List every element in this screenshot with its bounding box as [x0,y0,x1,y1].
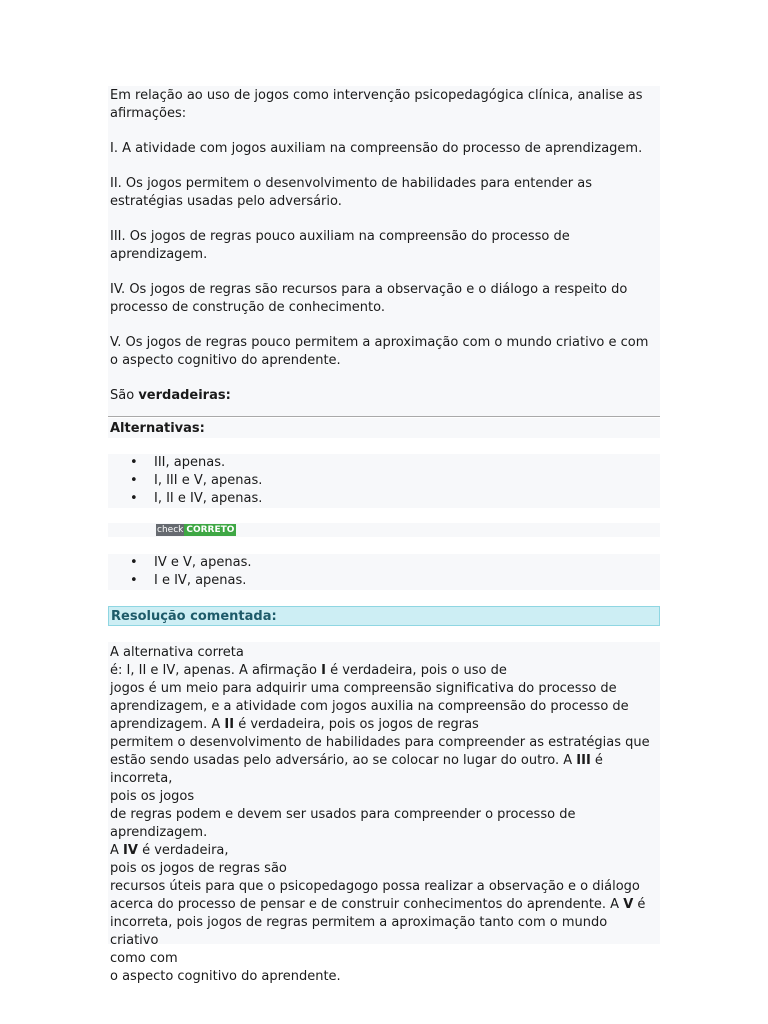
resolution-line [110,680,658,698]
resolution-text-segment: o aspecto cognitivo do aprendente. [110,969,341,984]
resolution-line [110,968,658,986]
resolution-text-segment: de regras podem e devem ser usados para compreender o processo de aprendizagem. [110,807,576,840]
statement-3: III. Os jogos de regras pouco auxiliam na compreensão do processo de aprendizagem. [110,229,570,262]
alternative-item[interactable]: • III, apenas. [108,454,660,472]
resolution-line [110,860,658,878]
correct-badge [156,524,236,536]
alternative-item[interactable]: • I, III e V, apenas. [108,472,660,490]
resolution-text-segment: é verdadeira, [137,843,229,858]
resolution-text-segment: aprendizagem. A [110,717,225,732]
question-block [108,86,660,416]
alternatives-heading: Alternativas: [108,418,660,438]
resolution-text-segment: é verdadeira, pois os jogos de regras [234,717,479,732]
resolution-text-segment: é [633,897,646,912]
resolution-text-segment: é: I, II e IV, apenas. A afirmação [110,663,322,678]
resolution-text-segment: jogos é um meio para adquirir uma compreensão significativa do processo de [110,681,617,696]
alternatives-list-2 [108,554,660,590]
resolution-text-segment: A alternativa correta [110,645,244,660]
resolution-line [110,896,658,914]
resolution-text-segment: pois os jogos [110,789,195,804]
statement-1: I. A atividade com jogos auxiliam na compreensão do processo de aprendizagem. [110,141,643,156]
question-intro: Em relação ao uso de jogos como intervenção psicopedagógica clínica, analise as afirmações: [110,88,643,121]
resolution-bold-text: II [224,717,235,732]
resolution-line [110,878,658,896]
resolution-text-segment: acerca do processo de pensar e de construir conhecimentos do aprendente. A [110,897,624,912]
resolution-line [110,842,658,860]
resolution-body [108,642,660,984]
resolution-heading: Resolução comentada: [108,606,660,626]
resolution-bold-text: III [576,753,591,768]
resolution-text-segment: A [110,843,124,858]
resolution-bold-text: IV [123,843,138,858]
resolution-text-segment: pois os jogos de regras são [110,861,287,876]
resolution-line [110,644,658,662]
resolution-line [110,788,658,806]
alternative-item[interactable]: • IV e V, apenas. [108,554,660,572]
resolution-line [110,734,658,752]
divider [108,416,660,417]
resolution-text [110,644,658,986]
question-prompt [110,387,658,405]
alternative-item[interactable]: • I e IV, apenas. [108,572,660,590]
alternative-item[interactable]: • I, II e IV, apenas. [108,490,660,508]
resolution-text-segment: é incorreta, [110,753,603,786]
resolution-text-segment: é verdadeira, pois o uso de [325,663,507,678]
statement-5: V. Os jogos de regras pouco permitem a aproximação com o mundo criativo e com o aspecto cognitivo do aprendente. [110,335,649,368]
resolution-text-segment: recursos úteis para que o psicopedagogo possa realizar a observação e o diálogo [110,879,640,894]
resolution-line [110,662,658,680]
statement-4: IV. Os jogos de regras são recursos para a observação e o diálogo a respeito do processo de construção de conhecimento. [110,282,628,315]
resolution-line [110,698,658,716]
resolution-line [110,950,658,968]
resolution-bold-text: V [623,897,634,912]
resolution-text-segment: aprendizagem, e a atividade com jogos auxilia na compreensão do processo de [110,699,629,714]
resolution-line [110,806,658,842]
resolution-text-segment: estão sendo usadas pelo adversário, ao se colocar no lugar do outro. A [110,753,577,768]
resolution-text-segment: incorreta, pois jogos de regras permitem a aproximação tanto com o mundo criativo [110,915,608,948]
resolution-bold-text: I [321,663,326,678]
resolution-line [110,752,658,788]
resolution-text-segment: como com [110,951,178,966]
correct-label: CORRETO [186,525,235,535]
resolution-line [110,716,658,734]
resolution-text-segment: permitem o desenvolvimento de habilidades para compreender as estratégias que [110,735,650,750]
statement-2: II. Os jogos permitem o desenvolvimento de habilidades para entender as estratégias usadas pelo adversário. [110,176,593,209]
prompt-bold: verdadeiras: [138,388,231,403]
prompt-prefix: São [110,388,139,403]
correct-indicator-row [108,523,660,537]
check-icon: check [157,525,184,535]
resolution-line [110,914,658,950]
alternatives-list-1 [108,454,660,508]
